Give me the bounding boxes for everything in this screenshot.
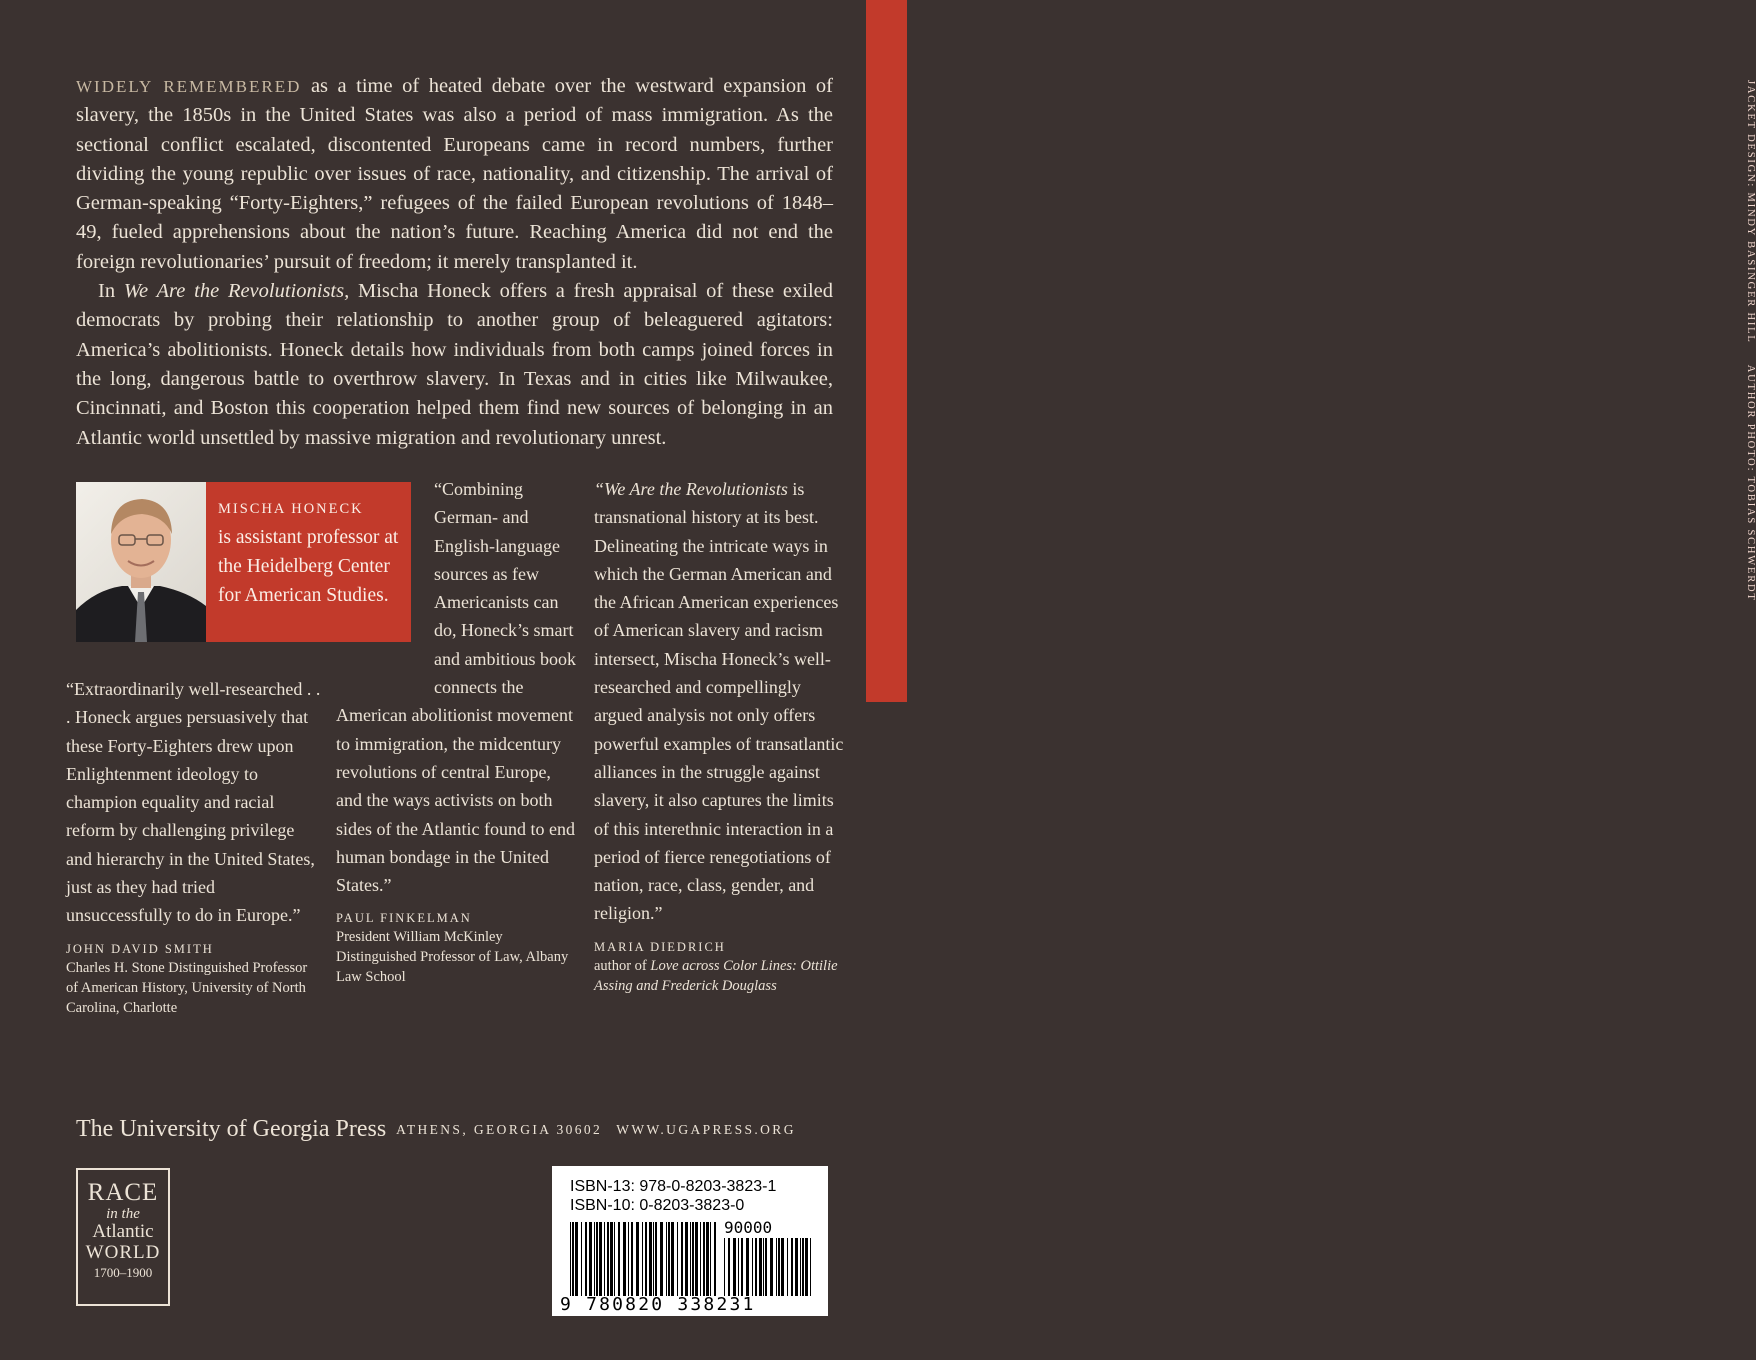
series-logo [76,1168,170,1306]
barcode-bar [802,1238,804,1296]
barcode-bar [623,1222,626,1296]
barcode-bar [681,1222,683,1296]
barcode-bar [668,1222,670,1296]
barcode-bar [594,1222,595,1296]
barcode-bar [776,1238,777,1296]
barcode-bar [781,1238,784,1296]
barcode-bar [746,1238,749,1296]
barcode-bar [810,1238,811,1296]
endorsement-text: “Extraordinarily well-researched . . . Honeck argues persuasively that these Forty-Eighters drew upon Enlightenment ideology to champion equality and racial reform by challenging privilege and hierarchy in the United States, just as they had tried unsuccessfully to do in Europe.” [66,679,321,926]
jacket-design-credit: JACKET DESIGN: MINDY BASINGER HILL [1745,80,1756,344]
barcode-bar [795,1238,798,1296]
barcode-bar [778,1238,780,1296]
affiliation-book-title: Love across Color Lines: Ottilie Assing and Frederick Douglass [594,957,838,994]
barcode-bar [805,1238,808,1296]
blurb-p2-in: In [98,280,116,303]
endorser-affiliation: Charles H. Stone Distinguished Professor of American History, University of North Carolina, Charlotte [66,959,308,1016]
barcode-bar [631,1222,633,1296]
barcode-bar [765,1238,767,1296]
barcode-bar [581,1222,582,1296]
barcode-bar [690,1222,691,1296]
endorsement-book-title: “We Are the Revolutionists [594,479,788,499]
quoted-title: We Are the Revolutionists [604,479,788,499]
endorser-affiliation: President William McKinley Distinguished Professor of Law, Albany Law School [336,929,569,986]
barcode-bar [791,1238,793,1296]
barcode-bar [645,1222,647,1296]
endorsement-body [594,475,844,928]
barcode-box [552,1166,828,1316]
endorsement-text: “Combining German- and English-language sources as few Americanists can do, Honeck’s smart and ambitious book connects the American abolitionist movement to immigration, the midcentury revolutions of central Europe, and the ways activists on both sides of the Atlantic found to end human bondage in the United States.” [336,479,576,896]
blurb-paragraph-2 [76,277,833,453]
barcode-bar [724,1238,725,1296]
endorser-name: JOHN DAVID SMITH [66,941,214,956]
barcode-bar [589,1222,592,1296]
barcode-bar [636,1222,639,1296]
price-code: 90000 [724,1218,773,1237]
endorser-affiliation [594,956,844,996]
barcode-bar [677,1222,678,1296]
barcode-bar [741,1238,743,1296]
affiliation-prefix: author of [594,957,647,974]
endorser-name: MARIA DIEDRICH [594,939,726,954]
barcode-bar [642,1222,643,1296]
text-wrap-spacer [336,475,434,675]
publisher-line [76,1116,796,1143]
barcode-bar [570,1222,571,1296]
barcode-bar [706,1222,709,1296]
addon-barcode [724,1238,814,1296]
barcode-bar [671,1222,674,1296]
series-line-2: in the [106,1206,140,1222]
author-name: MISCHA HONECK [218,501,364,517]
endorsement-finkelman [336,475,578,987]
publisher-city: ATHENS, GEORGIA 30602 [396,1122,603,1137]
barcode-bar [599,1222,602,1296]
endorsement-smith [66,675,322,1018]
barcode-bar [628,1222,629,1296]
barcode-bar [692,1222,694,1296]
barcode-bar [610,1222,613,1296]
publisher-name: The University of Georgia Press [76,1116,387,1142]
barcode-bar [572,1222,574,1296]
endorsement-text: is transnational history at its best. Delineating the intricate ways in which the German American and the African American experiences of American slavery and racism intersect, Mischa Honeck’s well-researched and compellingly argued analysis not only offers powerful examples of transatlantic alliances in the struggle against slavery, it also captures the limits of this interethnic interaction in a period of fierce renegotiations of nation, race, class, gender, and religion.” [594,479,844,924]
author-photo-credit: AUTHOR PHOTO: TOBIAS SCHWERDT [1745,364,1756,602]
author-photo [76,482,206,642]
barcode-bar [703,1222,705,1296]
blurb-lead-in: WIDELY REMEMBERED [76,77,302,96]
barcode-bar [752,1238,753,1296]
barcode-bar [653,1222,654,1296]
barcode-bar [666,1222,667,1296]
barcode-bar [660,1222,663,1296]
series-years: 1700–1900 [93,1265,153,1280]
barcode-bar [728,1238,730,1296]
endorser-name: PAUL FINKELMAN [336,911,472,926]
red-spine-strip [866,0,1756,702]
barcode-bar [596,1222,598,1296]
barcode-bar [618,1222,620,1296]
series-line-4: WORLD [85,1242,161,1263]
barcode-bar [700,1222,701,1296]
description-blurb [76,72,833,453]
series-line-3: Atlantic [92,1221,154,1242]
barcode-bar [710,1222,711,1296]
isbn-10: ISBN-10: 0-8203-3823-0 [570,1197,745,1214]
blurb-p2-text: Mischa Honeck offers a fresh appraisal of these exiled democrats by probing their relationship to another group of beleaguered agitators: America’s abolitionists. Honeck details how individuals from both camps joined forces in the long, dangerous battle to overthrow slavery. In Texas and in cities like Milwaukee, Cincinnati, and Boston this cooperation helped them find new sources of belonging in an Atlantic world unsettled by massive migration and revolutionary unrest. [76,280,833,449]
barcode-bar [607,1222,609,1296]
blurb-book-title: We Are the Revolutionists, [123,280,350,303]
blurb-paragraph-1 [76,72,833,277]
barcode-bar [685,1222,688,1296]
author-bio-text: is assistant professor at the Heidelberg Center for American Studies. [218,527,399,606]
barcode-bar [763,1238,764,1296]
ean-barcode [570,1222,720,1296]
barcode-number: 9 780820 338231 [560,1294,756,1315]
jacket-credits [1745,80,1756,680]
barcode-bar [770,1238,773,1296]
barcode-bar [649,1222,652,1296]
isbn-13: ISBN-13: 978-0-8203-3823-1 [570,1178,777,1195]
barcode-bar [738,1238,739,1296]
barcode-bar [787,1238,788,1296]
barcode-bar [733,1238,736,1296]
barcode-bar [695,1222,698,1296]
series-line-1: RACE [87,1179,159,1206]
barcode-bar [655,1222,657,1296]
barcode-bar [755,1238,757,1296]
barcode-bar [759,1238,762,1296]
publisher-website: WWW.UGAPRESS.ORG [616,1122,796,1137]
barcode-bar [575,1222,578,1296]
barcode-bar [604,1222,605,1296]
barcode-bar [585,1222,587,1296]
barcode-bar [714,1222,716,1296]
blurb-p1-text: as a time of heated debate over the westward expansion of slavery, the 1850s in the United States was also a period of mass immigration. As the sectional conflict escalated, discontented Europeans came in record numbers, further dividing the young republic over issues of race, nationality, and citizenship. The arrival of German-speaking “Forty-Eighters,” refugees of the failed European revolutions of 1848–49, fueled apprehensions about the nation’s future. Reaching America did not end the foreign revolutionaries’ pursuit of freedom; it merely transplanted it. [76,75,834,273]
barcode-bar [614,1222,615,1296]
endorsement-diedrich [594,475,844,996]
barcode-bar [800,1238,801,1296]
